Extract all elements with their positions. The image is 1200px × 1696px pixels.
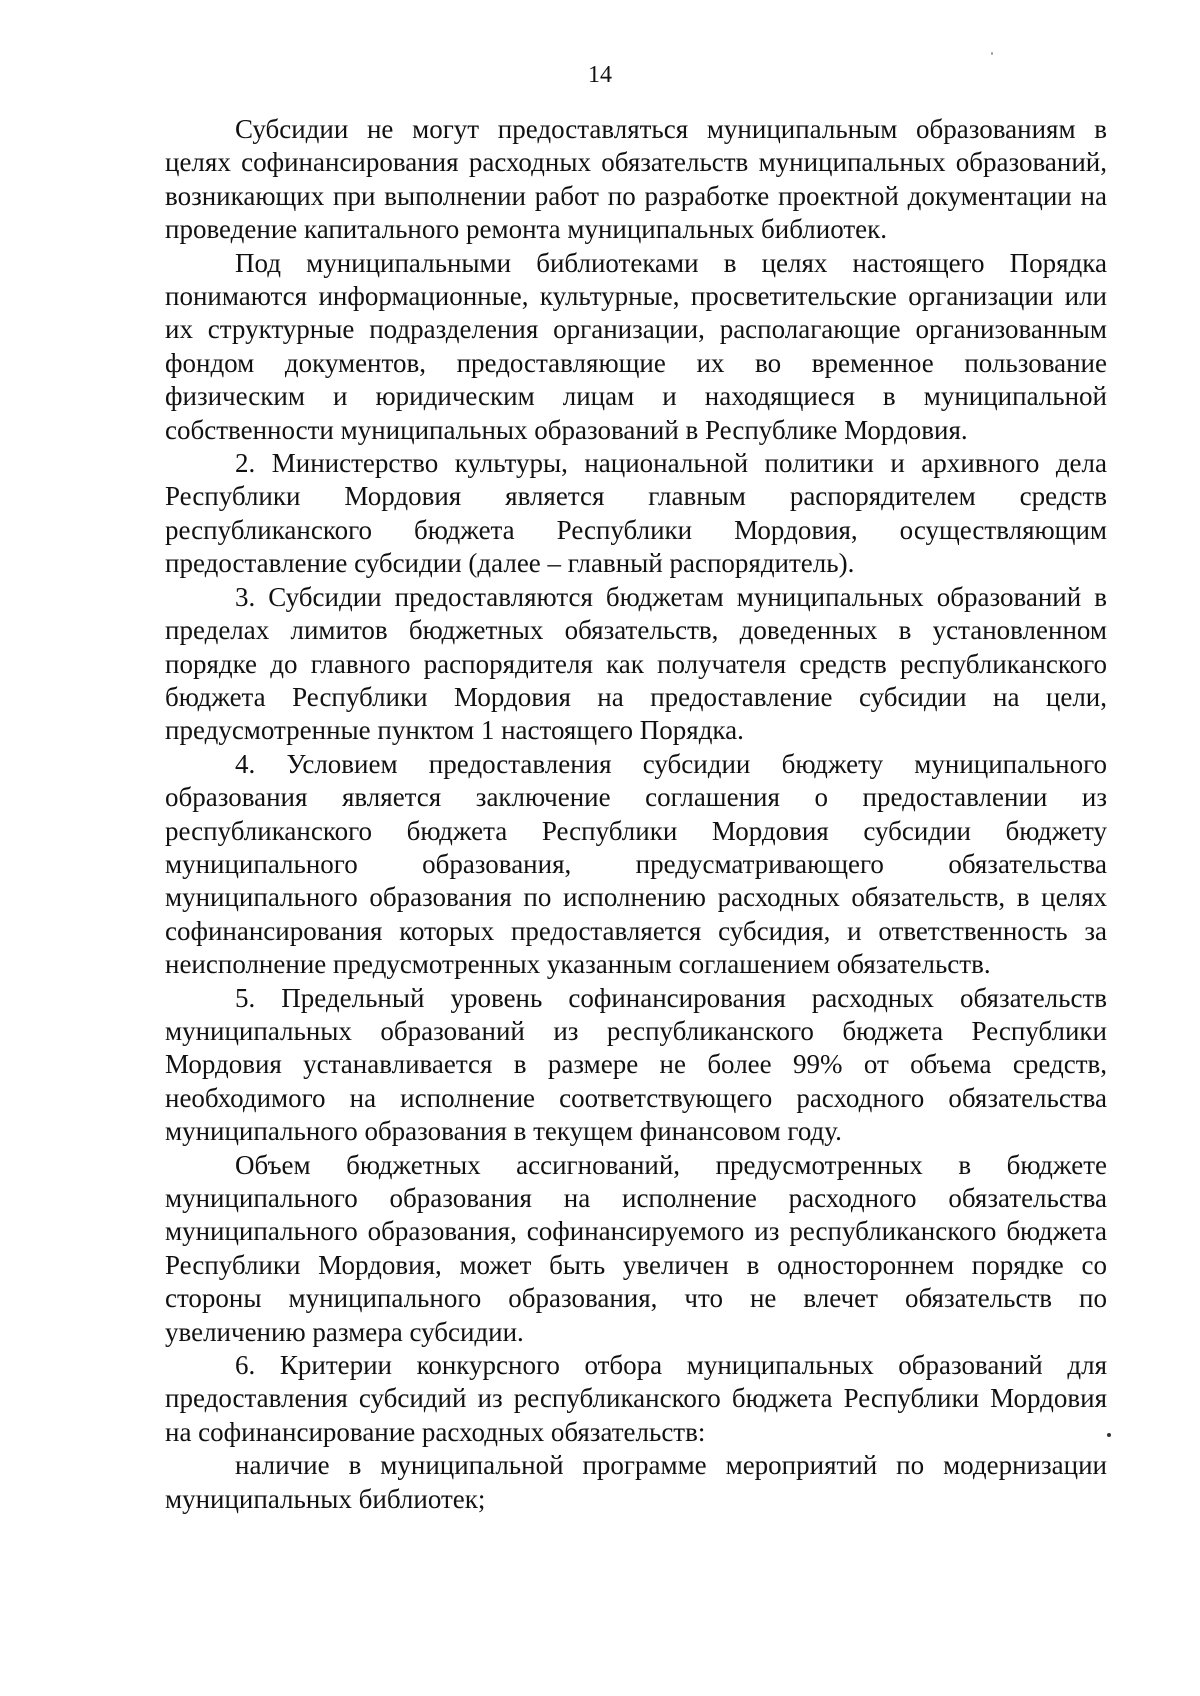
paragraph: Объем бюджетных ассигнований, предусмотренных в бюджете муниципального образования на исполнение расходного обязательства муниципального образования, софинансируемого из республиканского бюджета Республики Мордовия, может быть увеличен в одностороннем порядке со стороны муниципального образования, что не влечет обязательств по увеличению размера субсидии. xyxy=(165,1149,1107,1347)
scan-speck xyxy=(991,52,993,55)
paragraph: 5. Предельный уровень софинансирования расходных обязательств муниципальных образований из республиканского бюджета Республики Мордовия устанавливается в размере не более 99% от объема средств, необходимого на исполнение соответствующего расходного обязательства муниципального образования в текущем финансовом году. xyxy=(165,982,1107,1147)
paragraph: Субсидии не могут предоставляться муниципальным образованиям в целях софинансирования расходных обязательств муниципальных образований, возникающих при выполнении работ по разработке проектной документации на проведение капитального ремонта муниципальных библиотек. xyxy=(165,114,1107,245)
paragraph: 2. Министерство культуры, национальной политики и архивного дела Республики Мордовия является главным распорядителем средств республиканского бюджета Республики Мордовия, осуществляющим предоставление субсидии (далее – главный распорядитель). xyxy=(165,448,1107,579)
paragraph: 6. Критерии конкурсного отбора муниципальных образований для предоставления субсидий из республиканского бюджета Республики Мордовия на софинансирование расходных обязательств: xyxy=(165,1350,1107,1447)
paragraph: Под муниципальными библиотеками в целях настоящего Порядка понимаются информационные, культурные, просветительские организации или их структурные подразделения организации, располагающие организованным фондом документов, предоставляющие их во временное пользование физическим и юридическим лицам и находящиеся в муниципальной собственности муниципальных образований в Республике Мордовия. xyxy=(165,247,1107,445)
document-body xyxy=(165,113,1107,1516)
paragraph: 3. Субсидии предоставляются бюджетам муниципальных образований в пределах лимитов бюджетных обязательств, доведенных в установленном порядке до главного распорядителя как получателя средств республиканского бюджета Республики Мордовия на предоставление субсидии на цели, предусмотренные пунктом 1 настоящего Порядка. xyxy=(165,581,1107,746)
page-number: 14 xyxy=(588,62,612,88)
scan-speck xyxy=(1107,1433,1111,1437)
paragraph: 4. Условием предоставления субсидии бюджету муниципального образования является заключение соглашения о предоставлении из республиканского бюджета Республики Мордовия субсидии бюджету муниципального образования, предусматривающего обязательства муниципального образования по исполнению расходных обязательств, в целях софинансирования которых предоставляется субсидия, и ответственность за неисполнение предусмотренных указанным соглашением обязательств. xyxy=(165,748,1107,980)
paragraph: наличие в муниципальной программе мероприятий по модернизации муниципальных библиотек; xyxy=(165,1450,1107,1514)
